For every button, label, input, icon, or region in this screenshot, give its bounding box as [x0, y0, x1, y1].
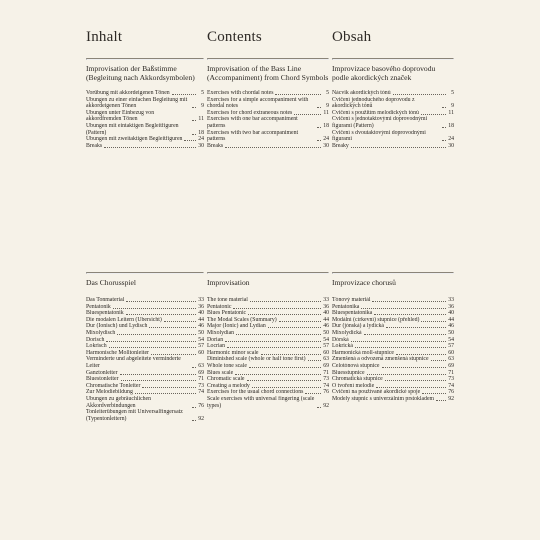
toc-entry: [86, 323, 204, 330]
toc-entry-page: 57: [448, 343, 454, 350]
dot-leader: [386, 327, 446, 328]
toc-entry-page: 33: [323, 297, 329, 303]
toc-entry-page: 60: [198, 349, 204, 356]
dot-leader: [235, 374, 321, 375]
toc-entry-page: 76: [198, 402, 204, 409]
dot-leader: [126, 314, 196, 315]
toc-entry-page: 54: [448, 336, 454, 343]
toc-entry-title: Zmenšená a odvozená zmenšená stupnice: [332, 356, 429, 363]
dot-leader: [117, 334, 196, 335]
toc-entry: [86, 97, 204, 110]
toc-entry-page: 40: [198, 310, 204, 317]
toc-entry-title: Blues Pentatonic: [207, 310, 247, 317]
toc-entry: [207, 110, 329, 117]
toc-entry-title: Dur (Ionisch) und Lydisch: [86, 323, 148, 330]
toc-list: [207, 297, 329, 409]
toc-entry: [332, 363, 454, 370]
section-title: Improvizace chorusů: [332, 278, 396, 287]
toc-entry-page: 44: [198, 316, 204, 323]
toc-entry: [86, 350, 204, 357]
toc-entry: [86, 304, 204, 311]
dot-leader: [442, 140, 446, 141]
toc-entry-page: 54: [323, 336, 329, 343]
column-heading: Contents: [207, 29, 262, 45]
toc-entry-page: 33: [448, 297, 454, 303]
toc-entry: [207, 323, 329, 330]
toc-entry: [207, 330, 329, 337]
toc-list: [86, 90, 204, 208]
column-german: [86, 28, 204, 422]
toc-entry-page: 36: [448, 303, 454, 310]
toc-entry-page: 50: [323, 329, 329, 336]
toc-entry: [332, 143, 454, 150]
toc-entry-page: 73: [448, 376, 454, 383]
dot-leader: [421, 114, 446, 115]
toc-entry-page: 5: [326, 90, 329, 96]
toc-entry-title: Ganztonleiter: [86, 369, 118, 376]
dot-leader: [367, 374, 446, 375]
dot-leader: [121, 380, 196, 381]
toc-entry: [86, 343, 204, 350]
section-title: Improvisation of the Bass Line (Accompaniment) from Chord Symbols: [207, 64, 329, 83]
toc-entry-page: 73: [323, 376, 329, 383]
toc-entry-page: 74: [448, 382, 454, 389]
toc-entry-title: Mixolydická: [332, 329, 362, 336]
toc-entry-title: Harmonic minor scale: [207, 349, 259, 356]
toc-entry-page: 9: [326, 103, 329, 110]
toc-entry-page: 30: [198, 142, 204, 149]
toc-entry-title: Übungen mit zweitaktigen Begleitfiguren: [86, 136, 183, 143]
toc-entry-page: 92: [448, 395, 454, 402]
dot-leader: [120, 374, 196, 375]
toc-entry-title: Major (Ionic) and Lydian: [207, 323, 266, 330]
toc-entry-title: Übungen zu gebräuchlichen Akkordverbindungen: [86, 395, 152, 409]
toc-entry: [86, 297, 204, 304]
toc-entry-title: Chromatická stupnice: [332, 376, 383, 383]
toc-entry: [86, 409, 204, 422]
toc-entry-page: 74: [323, 382, 329, 389]
dot-leader: [385, 380, 446, 381]
toc-entry-title: Locrian: [207, 343, 226, 350]
toc-entry-title: Celotónová stupnice: [332, 362, 380, 369]
toc-entry: [332, 370, 454, 377]
toc-entry-title: Breaky: [332, 142, 349, 149]
toc-entry-page: 71: [198, 376, 204, 383]
toc-entry: [86, 110, 204, 123]
toc-entry-title: Bluesstupnice: [332, 369, 365, 376]
toc-entry: [86, 90, 204, 97]
toc-entry: [86, 330, 204, 337]
section-title: Improvisation der Baßstimme (Begleitung nach Akkordsymbolen): [86, 64, 195, 83]
toc-entry: [207, 116, 329, 129]
toc-entry-title: Exercises with two bar accompaniment patterns: [207, 129, 299, 143]
toc-entry-page: 5: [451, 90, 454, 96]
toc-entry: [207, 370, 329, 377]
toc-entry-title: Bluestonleiter: [86, 376, 119, 383]
column-heading: Inhalt: [86, 29, 123, 45]
dot-leader: [192, 107, 196, 108]
toc-entry-title: Das Tonmaterial: [86, 297, 125, 303]
toc-entry-page: 71: [323, 369, 329, 376]
dot-leader: [261, 354, 321, 355]
toc-entry: [86, 389, 204, 396]
toc-entry-title: Vorübung mit akkordeigenen Tönen: [86, 90, 170, 96]
dot-leader: [172, 94, 196, 95]
toc-entry-title: Harmonická moll-stupnice: [332, 349, 394, 356]
toc-entry-title: Exercises for a simple accompaniment with chordal notes: [207, 96, 309, 110]
toc-entry-page: 71: [448, 369, 454, 376]
toc-entry-page: 63: [198, 362, 204, 369]
toc-entry: [207, 317, 329, 324]
toc-entry-page: 30: [323, 142, 329, 149]
toc-entry: [332, 350, 454, 357]
toc-entry: [332, 396, 454, 403]
dot-leader: [317, 407, 321, 408]
toc-entry: [207, 363, 329, 370]
section-title: Improvizace basového doprovodu podle akordických značek: [332, 64, 436, 83]
toc-entry-page: 18: [323, 122, 329, 129]
toc-list: [332, 297, 454, 403]
toc-entry-title: Dorisch: [86, 336, 105, 343]
toc-entry-page: 46: [323, 323, 329, 330]
column-czech: [332, 28, 454, 403]
toc-entry: [332, 356, 454, 363]
dot-leader: [351, 341, 446, 342]
toc-entry-page: 60: [323, 349, 329, 356]
toc-entry-page: 40: [448, 310, 454, 317]
toc-entry: [332, 383, 454, 390]
toc-entry: [207, 389, 329, 396]
toc-entry-title: Tonleiterübungen mit Universalfingersatz (Typentonleitern): [86, 409, 183, 422]
toc-entry-page: 11: [198, 116, 204, 123]
toc-entry-title: Exercises for chord extraneous notes: [207, 109, 293, 116]
toc-entry: [207, 304, 329, 311]
dot-leader: [126, 301, 196, 302]
column-heading: Obsah: [332, 29, 372, 45]
toc-entry: [86, 317, 204, 324]
toc-entry-page: 24: [323, 136, 329, 143]
toc-entry: [86, 383, 204, 390]
toc-entry-title: Diminished scale (whole or half tone first): [207, 356, 306, 363]
dot-leader: [279, 321, 321, 322]
dot-leader: [442, 127, 446, 128]
toc-entry-page: 18: [448, 122, 454, 129]
toc-entry: [332, 304, 454, 311]
dot-leader: [361, 308, 446, 309]
toc-entry-page: 69: [323, 362, 329, 369]
dot-leader: [252, 387, 321, 388]
toc-entry: [207, 376, 329, 383]
toc-entry-page: 11: [448, 109, 454, 116]
toc-entry-title: Übungen unter Einbezug von akkordfremden Tönen: [86, 109, 155, 123]
dot-leader: [225, 147, 321, 148]
dot-leader: [106, 341, 196, 342]
toc-entry-page: 57: [323, 343, 329, 350]
toc-entry: [332, 337, 454, 344]
toc-entry: [207, 396, 329, 409]
dot-leader: [192, 367, 196, 368]
dot-leader: [376, 387, 446, 388]
toc-entry-page: 9: [201, 103, 204, 110]
dot-leader: [164, 321, 196, 322]
dot-leader: [355, 347, 446, 348]
dot-leader: [233, 308, 321, 309]
toc-entry-title: Dorian: [207, 336, 224, 343]
toc-entry-page: 36: [323, 303, 329, 310]
toc-entry-title: Cvičení s dvoutaktovými doprovodnými figurami: [332, 129, 426, 143]
toc-entry-page: 92: [198, 415, 204, 422]
toc-entry-page: 44: [448, 316, 454, 323]
toc-entry: [207, 130, 329, 143]
toc-entry-title: Exercises for the usual chord connections: [207, 389, 304, 396]
toc-entry: [86, 337, 204, 344]
dot-leader: [308, 360, 321, 361]
toc-entry-title: Dórská: [332, 336, 349, 343]
dot-leader: [247, 380, 321, 381]
toc-entry-page: 30: [448, 142, 454, 149]
toc-entry-page: 40: [323, 310, 329, 317]
dot-leader: [151, 354, 196, 355]
toc-entry: [332, 116, 454, 129]
dot-leader: [192, 420, 196, 421]
toc-entry-title: Chromatische Tonleiter: [86, 382, 141, 389]
toc-entry-page: 44: [323, 316, 329, 323]
toc-entry: [86, 370, 204, 377]
toc-entry: [332, 389, 454, 396]
toc-entry-title: Die modalen Leitern (Übersicht): [86, 316, 162, 323]
toc-entry: [86, 310, 204, 317]
dot-leader: [294, 114, 321, 115]
toc-entry-title: Scale exercises with universal fingering (scale types): [207, 395, 315, 409]
toc-entry: [207, 350, 329, 357]
dot-leader: [192, 407, 196, 408]
dot-leader: [396, 354, 446, 355]
toc-entry-title: Verminderte und abgeleitete verminderte Leiter: [86, 356, 181, 369]
toc-entry: [207, 297, 329, 304]
toc-entry-title: Pentatonic: [207, 303, 232, 310]
toc-entry-page: 74: [198, 389, 204, 396]
toc-entry-title: Cvičení s jednotaktovými doprovodnými figurami (Pattern): [332, 116, 428, 129]
dot-leader: [225, 341, 321, 342]
toc-entry-page: 50: [198, 329, 204, 336]
toc-entry-page: 69: [448, 362, 454, 369]
dot-leader: [372, 301, 446, 302]
toc-entry-title: Breaks: [86, 142, 103, 149]
toc-entry-title: Exercises with chordal notes: [207, 90, 274, 96]
toc-entry-title: Pentatonik: [86, 303, 111, 310]
toc-entry-title: Übungen zu einer einfachen Begleitung mit akkordeigenen Tönen: [86, 96, 188, 110]
toc-entry-page: 50: [448, 329, 454, 336]
dot-leader: [113, 308, 196, 309]
toc-entry-title: Mixolydisch: [86, 329, 116, 336]
toc-entry-page: 46: [198, 323, 204, 330]
section-title: Das Chorusspiel: [86, 278, 136, 287]
dot-leader: [192, 120, 196, 121]
toc-entry-title: Blues scale: [207, 369, 234, 376]
dot-leader: [382, 367, 447, 368]
dot-leader: [436, 400, 446, 401]
toc-entry-title: Tónový materiál: [332, 297, 371, 303]
toc-entry: [86, 123, 204, 136]
toc-entry: [332, 130, 454, 143]
toc-entry-title: Dur (jónská) a lydická: [332, 323, 384, 330]
toc-entry-page: 57: [198, 343, 204, 350]
toc-entry-page: 11: [323, 109, 329, 116]
toc-entry-page: 33: [198, 297, 204, 303]
toc-entry-page: 24: [448, 136, 454, 143]
toc-entry-page: 92: [323, 402, 329, 409]
section-title: Improvisation: [207, 278, 250, 287]
dot-leader: [142, 387, 196, 388]
toc-entry-page: 5: [201, 90, 204, 96]
toc-entry-page: 60: [448, 349, 454, 356]
toc-entry: [207, 356, 329, 363]
toc-entry-title: Bluespentatonika: [332, 310, 373, 317]
toc-entry-title: Cvičení s použitím melodických tónů: [332, 109, 419, 116]
toc-entry-title: Chromatic scale: [207, 376, 245, 383]
dot-leader: [317, 140, 321, 141]
toc-entry-title: Lokrická: [332, 343, 353, 350]
dot-leader: [227, 347, 321, 348]
toc-entry-title: Mixolydian: [207, 329, 235, 336]
toc-entry-title: Exercises with one bar accompaniment patterns: [207, 116, 298, 129]
dot-leader: [317, 127, 321, 128]
dot-leader: [275, 94, 321, 95]
toc-entry-title: Harmonische Molltonleiter: [86, 349, 149, 356]
toc-entry-page: 46: [448, 323, 454, 330]
dot-leader: [305, 393, 321, 394]
dot-leader: [364, 334, 446, 335]
dot-leader: [268, 327, 321, 328]
dot-leader: [236, 334, 321, 335]
toc-entry: [332, 310, 454, 317]
toc-entry: [207, 143, 329, 150]
toc-entry-title: Whole tone scale: [207, 362, 247, 369]
toc-entry-title: O tvoření melodie: [332, 382, 375, 389]
toc-entry: [86, 356, 204, 369]
toc-entry-page: 76: [323, 389, 329, 396]
toc-entry: [86, 143, 204, 150]
toc-entry: [207, 97, 329, 110]
dot-leader: [317, 107, 321, 108]
dot-leader: [104, 147, 196, 148]
toc-entry: [207, 343, 329, 350]
dot-leader: [109, 347, 196, 348]
toc-entry-title: Modely stupnic s univerzálním prstokladem: [332, 395, 435, 402]
toc-entry-title: Bluespentatonik: [86, 310, 124, 317]
toc-entry: [86, 396, 204, 409]
dot-leader: [249, 367, 321, 368]
toc-entry-title: Lokrisch: [86, 343, 107, 350]
toc-entry-title: Modální (církevní) stupnice (přehled): [332, 316, 420, 323]
toc-entry-page: 63: [448, 356, 454, 363]
toc-entry: [86, 136, 204, 143]
toc-entry: [332, 323, 454, 330]
toc-entry: [207, 310, 329, 317]
dot-leader: [374, 314, 446, 315]
dot-leader: [250, 301, 321, 302]
toc-entry-page: 69: [198, 369, 204, 376]
toc-entry: [332, 343, 454, 350]
toc-list: [332, 90, 454, 208]
dot-leader: [422, 393, 446, 394]
toc-entry-title: Cvičení na používané akordické spoje: [332, 389, 421, 396]
dot-leader: [248, 314, 321, 315]
toc-entry: [207, 383, 329, 390]
toc-entry: [332, 330, 454, 337]
toc-entry: [86, 376, 204, 383]
dot-leader: [393, 94, 446, 95]
toc-entry: [332, 90, 454, 97]
toc-list: [207, 90, 329, 208]
toc-entry-page: 73: [198, 382, 204, 389]
toc-entry: [207, 90, 329, 97]
toc-entry-page: 54: [198, 336, 204, 343]
toc-entry: [332, 110, 454, 117]
dot-leader: [149, 327, 196, 328]
column-english: [207, 28, 329, 409]
toc-entry: [332, 376, 454, 383]
toc-entry-page: 63: [323, 356, 329, 363]
toc-entry-title: Nácvik akordických tónů: [332, 90, 391, 96]
toc-list: [86, 297, 204, 422]
toc-entry-page: 9: [451, 103, 454, 110]
toc-entry-title: Cvičení jednoduchého doprovodu z akordických tónů: [332, 96, 415, 110]
dot-leader: [192, 134, 196, 135]
dot-leader: [184, 140, 196, 141]
toc-entry-title: Creating a melody: [207, 382, 250, 389]
toc-entry-title: The tone material: [207, 297, 248, 303]
dot-leader: [351, 147, 446, 148]
toc-entry: [332, 297, 454, 304]
dot-leader: [442, 107, 446, 108]
toc-entry-title: Übungen mit eintaktigen Begleitfiguren (Pattern): [86, 122, 179, 136]
dot-leader: [135, 393, 196, 394]
toc-entry-page: 24: [198, 136, 204, 143]
toc-entry-title: Pentatonika: [332, 303, 360, 310]
toc-entry: [332, 317, 454, 324]
toc-entry-page: 18: [198, 129, 204, 136]
toc-entry-page: 36: [198, 303, 204, 310]
toc-entry: [207, 337, 329, 344]
dot-leader: [431, 360, 446, 361]
toc-entry-page: 76: [448, 389, 454, 396]
toc-entry-title: The Modal Scales (Summary): [207, 316, 277, 323]
toc-entry-title: Zur Melodiebildung: [86, 389, 133, 396]
toc-entry: [332, 97, 454, 110]
toc-entry-title: Breaks: [207, 142, 224, 149]
dot-leader: [421, 321, 446, 322]
